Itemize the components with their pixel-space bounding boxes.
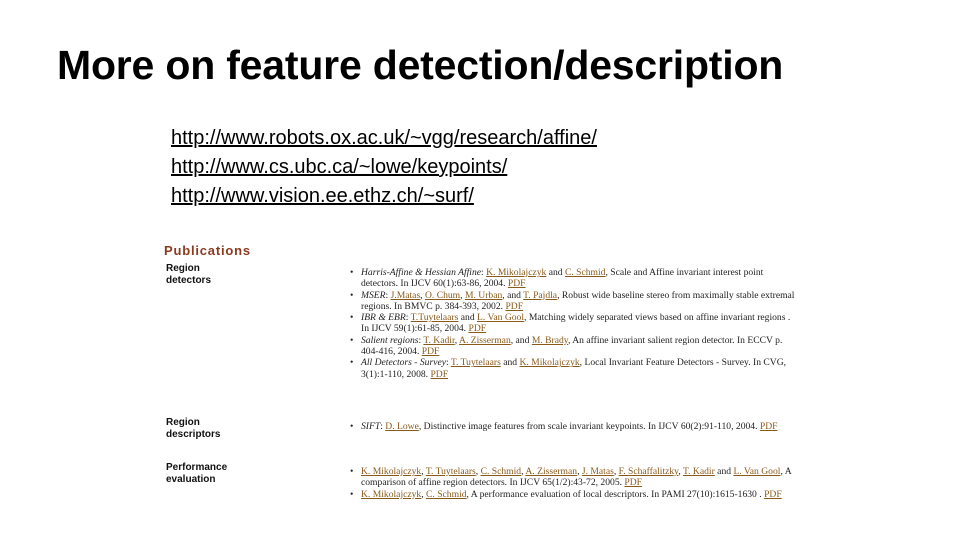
reference-text: , xyxy=(454,334,460,346)
reference-method-name: All Detectors - Survey xyxy=(361,357,446,369)
reference-link[interactable]: PDF xyxy=(764,488,782,500)
reference-link[interactable]: PDF xyxy=(507,278,526,290)
section-label-line: Region xyxy=(166,263,200,274)
reference-text: and xyxy=(546,267,565,278)
reference-link[interactable]: J.Matas xyxy=(390,289,421,301)
reference-link[interactable]: T. Tuytelaars xyxy=(425,466,476,477)
reference-text: : xyxy=(380,421,386,432)
reference-text: , xyxy=(678,466,683,477)
reference-method-name: SIFT xyxy=(361,421,381,432)
reference-link[interactable]: K. Mikolajczyk xyxy=(519,357,580,369)
reference-method-name: Harris-Affine & Hessian Affine xyxy=(361,267,482,278)
reference-link[interactable]: C. Schmid xyxy=(564,267,606,278)
reference-list-region-detectors xyxy=(350,267,800,380)
reference-link[interactable]: T. Kadir xyxy=(682,466,715,477)
reference-item xyxy=(350,489,800,500)
reference-text: , Scale and Affine invariant interest point detectors. In IJCV 60(1):63-86, 2004. xyxy=(361,267,764,290)
reference-text: and xyxy=(458,312,478,324)
reference-text: , xyxy=(460,289,465,301)
reference-text: , xyxy=(521,466,526,477)
reference-link[interactable]: PDF xyxy=(759,421,778,432)
section-label-line: descriptors xyxy=(166,429,221,440)
reference-link[interactable]: PDF xyxy=(624,477,643,489)
reference-item xyxy=(350,290,800,313)
reference-link[interactable]: A. Zisserman xyxy=(525,466,578,477)
reference-item xyxy=(350,466,800,489)
section-label-line: detectors xyxy=(166,275,212,286)
reference-link[interactable]: K. Mikolajczyk xyxy=(361,488,422,500)
reference-link[interactable]: J. Matas xyxy=(581,466,614,477)
reference-text: , xyxy=(577,466,582,477)
link-ubc-keypoints[interactable]: http://www.cs.ubc.ca/~lowe/keypoints/ xyxy=(171,156,508,178)
reference-text: , xyxy=(421,488,427,500)
reference-text: : xyxy=(481,267,487,278)
reference-link[interactable]: K. Mikolajczyk xyxy=(361,466,422,477)
reference-item xyxy=(350,312,800,335)
reference-item xyxy=(350,267,800,290)
reference-text: : xyxy=(445,357,451,369)
reference-link[interactable]: C. Schmid xyxy=(480,466,522,477)
reference-text: and xyxy=(714,466,734,477)
reference-list-performance-evaluation xyxy=(350,466,800,500)
reference-link[interactable]: D. Lowe xyxy=(385,421,419,432)
reference-method-name: Salient regions xyxy=(361,334,419,346)
reference-link[interactable]: T. Pajdla xyxy=(523,289,558,301)
reference-text: : xyxy=(385,289,391,301)
reference-link[interactable]: PDF xyxy=(430,368,449,380)
reference-text: : xyxy=(418,334,424,346)
reference-link[interactable]: L. Van Gool xyxy=(477,312,525,324)
reference-text: , xyxy=(421,466,426,477)
section-label-line: Performance xyxy=(166,462,228,473)
reference-link[interactable]: C. Schmid xyxy=(426,488,467,500)
reference-method-name: MSER xyxy=(361,289,386,301)
reference-item xyxy=(350,335,800,358)
section-label-region-detectors xyxy=(166,263,211,287)
reference-text: and xyxy=(500,357,520,369)
reference-link[interactable]: T. Kadir xyxy=(423,334,455,346)
reference-text: , Matching widely separated views based on affine invariant regions . In IJCV 59(1):61-85, 2004. xyxy=(361,312,791,335)
reference-link[interactable]: O. Chum xyxy=(424,289,461,301)
reference-text: , A comparison of affine region detectors. In IJCV 65(1/2):43-72, 2005. xyxy=(361,466,792,489)
reference-link[interactable]: T.Tuytelaars xyxy=(410,312,459,324)
reference-link[interactable]: F. Schaffalitzky xyxy=(618,466,679,477)
link-ethz-surf[interactable]: http://www.vision.ee.ethz.ch/~surf/ xyxy=(171,185,474,207)
reference-item xyxy=(350,357,800,380)
reference-link[interactable]: L. Van Gool xyxy=(733,466,781,477)
reference-link[interactable]: PDF xyxy=(421,346,440,358)
reference-text: , and xyxy=(502,289,524,301)
reference-text: , xyxy=(613,466,619,477)
reference-text: , An affine invariant salient region detector. In ECCV p. 404-416, 2004. xyxy=(361,334,783,358)
reference-link[interactable]: K. Mikolajczyk xyxy=(486,267,547,278)
reference-link[interactable]: M. Brady xyxy=(531,334,568,346)
reference-text: , Local Invariant Feature Detectors - Survey. In CVG, 3(1):1-110, 2008. xyxy=(361,357,787,380)
link-list xyxy=(171,124,597,211)
reference-link[interactable]: PDF xyxy=(468,323,487,335)
reference-text: , and xyxy=(510,334,532,346)
reference-text: , Robust wide baseline stereo from maximally stable extremal regions. In BMVC p. 384-393, 2002. xyxy=(361,289,795,312)
reference-text: , xyxy=(475,466,481,477)
reference-text: , xyxy=(420,289,425,301)
slide-title: More on feature detection/description xyxy=(57,42,784,88)
reference-link[interactable]: PDF xyxy=(505,300,524,312)
reference-method-name: IBR & EBR xyxy=(361,312,406,324)
publications-heading: Publications xyxy=(164,243,251,258)
reference-link[interactable]: A. Zisserman xyxy=(459,334,511,346)
reference-link[interactable]: M. Urban xyxy=(464,289,503,301)
section-label-line: evaluation xyxy=(166,474,216,485)
reference-list-region-descriptors xyxy=(350,421,800,432)
link-oxford-affine[interactable]: http://www.robots.ox.ac.uk/~vgg/research/affine/ xyxy=(171,127,597,149)
section-label-performance-evaluation xyxy=(166,462,227,486)
reference-text: : xyxy=(405,312,411,324)
reference-text: , Distinctive image features from scale invariant keypoints. In IJCV 60(2):91-110, 2004. xyxy=(418,421,760,432)
reference-item xyxy=(350,421,800,432)
section-label-line: Region xyxy=(166,417,200,428)
reference-text: , A performance evaluation of local descriptors. In PAMI 27(10):1615-1630 . xyxy=(466,488,765,500)
reference-link[interactable]: T. Tuytelaars xyxy=(450,357,501,369)
section-label-region-descriptors xyxy=(166,417,220,441)
